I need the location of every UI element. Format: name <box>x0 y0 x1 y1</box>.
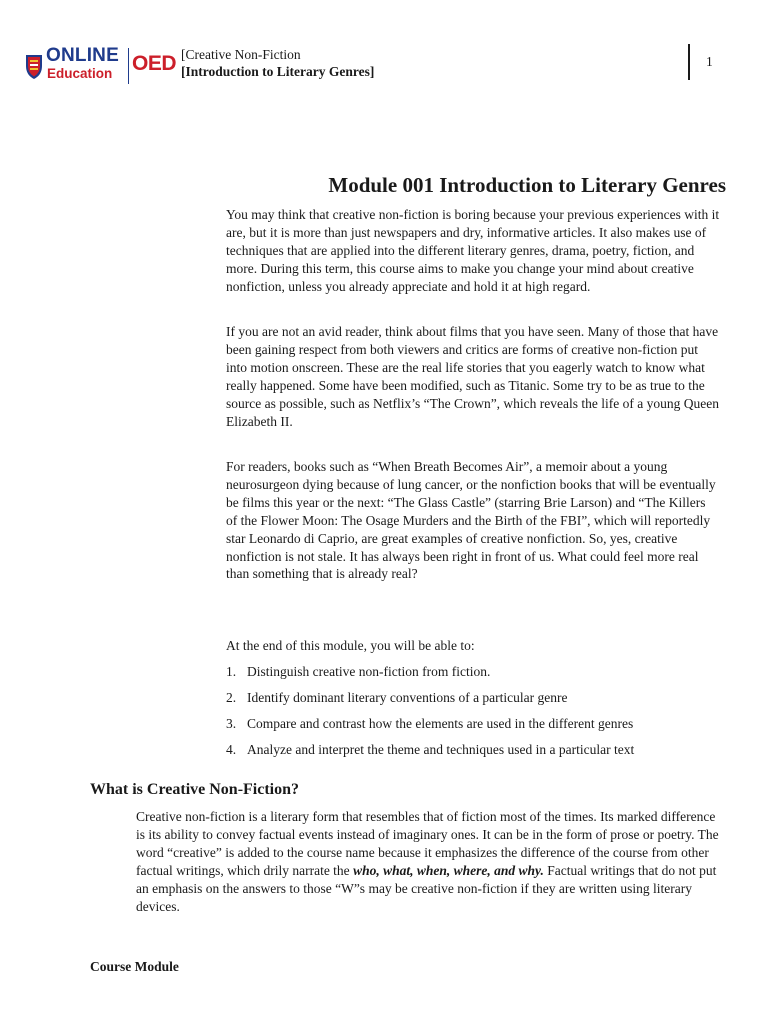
list-item-number: 4. <box>226 742 237 757</box>
header-text <box>181 46 374 80</box>
list-item <box>226 663 746 689</box>
definition-text-end: Factual writings that do not put an emphasis on the answers to those “W”s may be creative non-fiction if they are written using literary devices. <box>136 863 717 914</box>
crest-icon <box>24 52 44 80</box>
logo-online-text: ONLINE <box>46 45 119 66</box>
objectives-intro: At the end of this module, you will be able to: <box>226 638 475 653</box>
list-item-number: 2. <box>226 690 237 705</box>
header-course-line: [Creative Non-Fiction <box>181 47 301 62</box>
header-topic-line: [Introduction to Literary Genres] <box>181 64 375 79</box>
module-title: Module 001 Introduction to Literary Genres <box>328 173 726 197</box>
logo-education-text: Education <box>47 66 113 81</box>
logo-divider <box>128 48 129 84</box>
logo-oed-text: OED <box>132 52 177 75</box>
online-education-logo <box>24 45 177 86</box>
objectives-list <box>226 663 746 767</box>
section-heading: What is Creative Non-Fiction? <box>90 781 300 798</box>
definition-paragraph <box>136 808 726 916</box>
list-item <box>226 689 746 715</box>
definition-text-start: Creative non-fiction is a literary form that resembles that of fiction most of the times. Its marked difference is its ability to convey factual events instead of imaginary ones. It can be in the form of prose or poetry. The word “creative” is added to the course name because it emphasizes the difference of the course from other factual writings, which drily narrate the <box>136 809 719 878</box>
list-item-number: 1. <box>226 664 237 679</box>
header-rule <box>688 44 690 80</box>
page-header <box>24 44 744 88</box>
list-item-text: Compare and contrast how the elements are used in the different genres <box>247 716 634 731</box>
list-item <box>226 741 746 767</box>
definition-emphasis: who, what, when, where, and why. <box>353 863 544 878</box>
list-item-text: Identify dominant literary conventions of a particular genre <box>247 690 568 705</box>
intro-paragraph-3: For readers, books such as “When Breath Becomes Air”, a memoir about a young neurosurgeon dying because of lung cancer, or the nonfiction books that will be eventually be films this year or the next: “The Glass Castle” (starring Brie Larson) and “The Killers of the Flower Moon: The Osage Murders and the Birth of the FBI”, which will reportedly star Leonardo di Caprio, are great examples of creative nonfiction. So, yes, creative nonfiction is not stale. It has always been right in front of us. What could feel more real than something that is already real? <box>226 459 716 582</box>
page-number: 1 <box>706 54 713 69</box>
footer-course-module: Course Module <box>90 959 179 974</box>
list-item <box>226 715 746 741</box>
list-item-text: Analyze and interpret the theme and techniques used in a particular text <box>247 742 635 757</box>
intro-paragraph-1: You may think that creative non-fiction is boring because your previous experiences with it are, but it is more than just newspapers and dry, informative articles. It also makes use of techniques that are applied into the different literary genres, drama, poetry, fiction, and more. During this term, this course aims to make you change your mind about creative nonfiction, unless you already appreciate and hold it at high regard. <box>226 207 720 294</box>
list-item-text: Distinguish creative non-fiction from fiction. <box>247 664 491 679</box>
list-item-number: 3. <box>226 716 237 731</box>
intro-paragraph-2: If you are not an avid reader, think about films that you have seen. Many of those that have been gaining respect from both viewers and critics are forms of creative non-fiction put into motion onscreen. These are the real life stories that you eagerly watch to know what really happened. Some have been modified, such as Titanic. Some try to be as true to the source as possible, such as Netflix’s “The Crown”, which reveals the life of a young Queen Elizabeth II. <box>226 324 719 429</box>
